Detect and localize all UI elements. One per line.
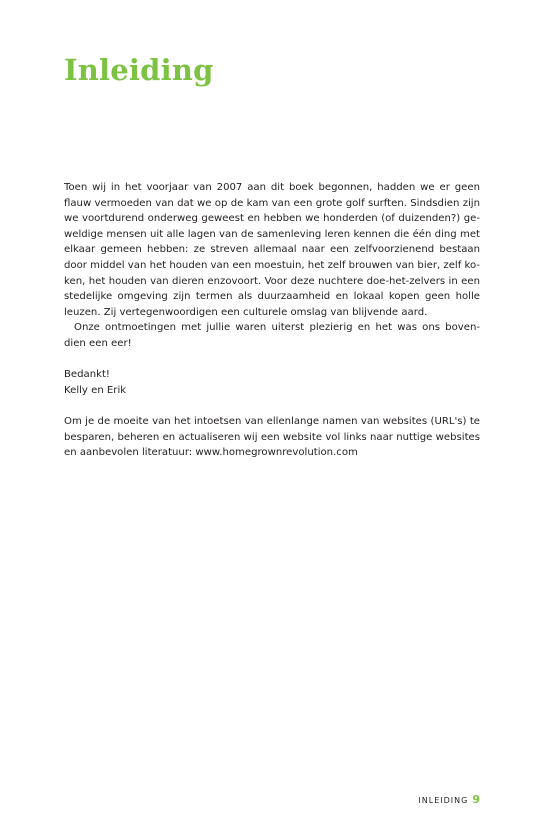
page-footer	[418, 794, 480, 807]
text-line: Onze ontmoetingen met jullie waren uiterst plezierig en het was ons boven-	[74, 322, 480, 334]
body-text	[64, 180, 480, 461]
text-line: we voortdurend onderweg geweest en hebben we honderden (of duizenden?) ge-	[64, 213, 480, 225]
signature-line: Kelly en Erik	[64, 384, 127, 396]
text-line: door middel van het houden van een moestuin, het zelf brouwen van bier, zelf ko-	[64, 259, 480, 271]
text-line: en aanbevolen literatuur: www.homegrownrevolution.com	[64, 447, 358, 459]
running-footer-section: INLEIDING	[418, 796, 469, 805]
paragraph-website	[64, 414, 480, 461]
paragraph-thanks-meeting	[64, 320, 480, 351]
paragraph-gap	[64, 352, 480, 368]
text-line: flauw vermoeden van dat we op de kam van een grote golf surften. Sindsdien zijn	[64, 197, 480, 209]
chapter-title: Inleiding	[64, 53, 214, 87]
text-line: Toen wij in het voorjaar van 2007 aan dit boek begonnen, hadden we er geen	[64, 182, 480, 193]
text-line: Om je de moeite van het intoetsen van ellenlange namen van websites (URL's) te	[64, 415, 480, 427]
text-line: weldige mensen uit alle lagen van de samenleving leren kennen die één ding met	[64, 228, 480, 240]
text-line: dien een eer!	[64, 337, 132, 349]
text-line: elkaar gemeen hebben: ze streven allemaal naar een zelfvoorzienend bestaan	[64, 244, 480, 256]
thanks-line: Bedankt!	[64, 369, 110, 381]
closing	[64, 367, 480, 398]
paragraph-gap	[64, 398, 480, 414]
text-line: leuzen. Zij vertegenwoordigen een culturele omslag van blijvende aard.	[64, 306, 428, 318]
text-line: stedelijke omgeving zijn termen als duurzaamheid en lokaal kopen geen holle	[64, 291, 480, 303]
text-line: besparen, beheren en actualiseren wij een website vol links naar nuttige websites	[64, 431, 480, 443]
page-number: 9	[472, 793, 480, 806]
text-line: ken, het houden van dieren enzovoort. Voor deze nuchtere doe-het-zelvers in een	[64, 275, 480, 287]
paragraph-intro	[64, 180, 480, 320]
